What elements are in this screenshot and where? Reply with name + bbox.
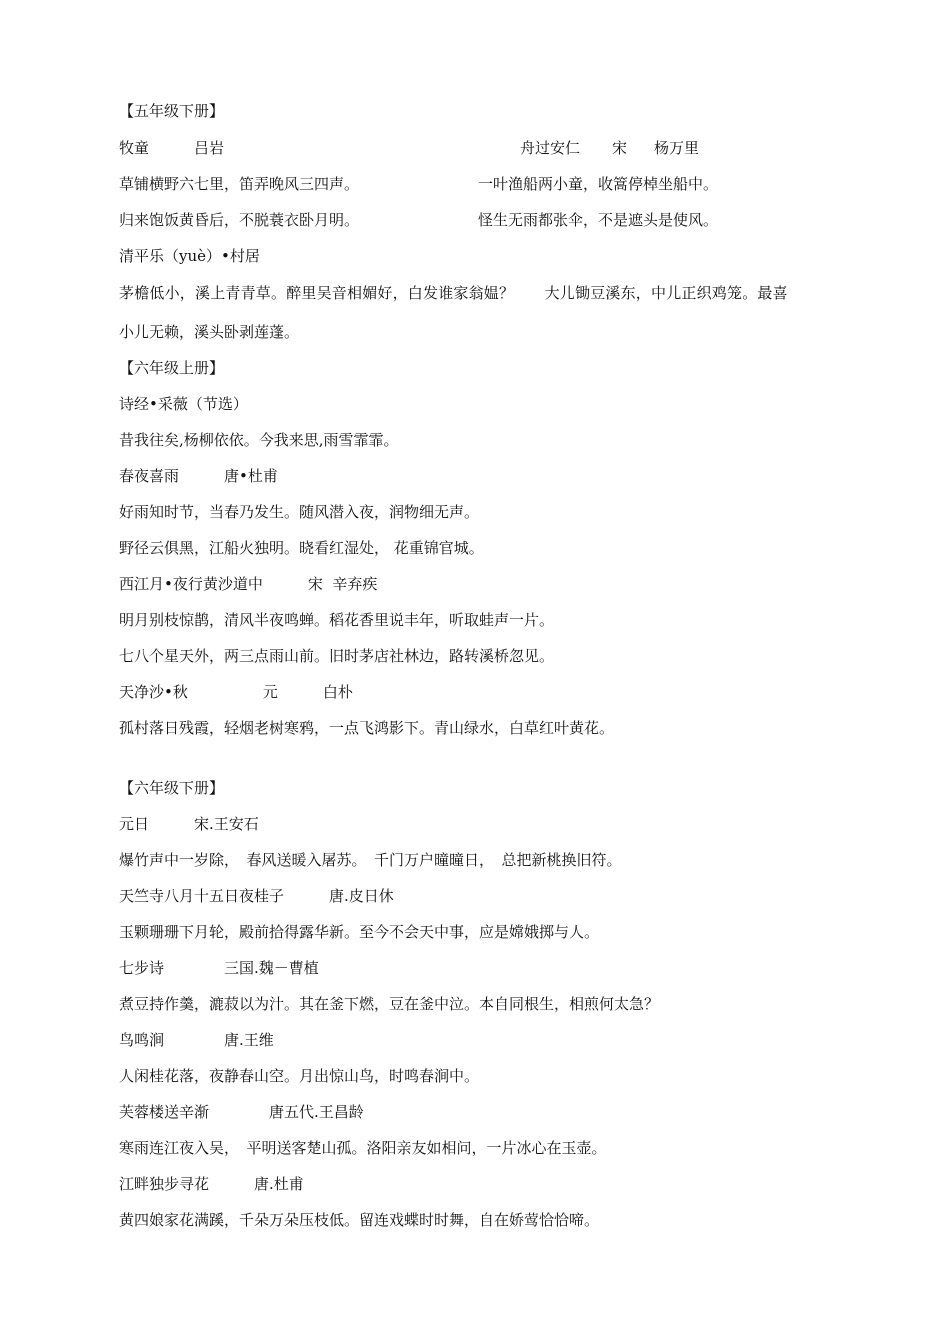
poem-title-furonglou: 芙蓉楼送辛渐 唐五代.王昌龄 <box>119 1103 364 1121</box>
poem-line-xijiangyue-2: 七八个星天外，两三点雨山前。旧时茅店社林边，路转溪桥忽见。 <box>119 647 555 665</box>
poem-line-tianzhusi-1: 玉颗珊珊下月轮，殿前拾得露华新。至今不会天中事，应是嫦娥掷与人。 <box>119 923 600 941</box>
section-heading-grade6-up: 【六年级上册】 <box>119 359 225 377</box>
poem-line-chunye-2: 野径云俱黑，江船火独明。晓看红湿处， 花重锦官城。 <box>119 539 484 557</box>
poem-title-jiangpan: 江畔独步寻花 唐.杜甫 <box>119 1175 304 1193</box>
poem-line-caiwei-1: 昔我往矣,杨柳依依。今我来思,雨雪霏霏。 <box>119 431 399 449</box>
poem-line-xijiangyue-1: 明月别枝惊鹊，清风半夜鸣蝉。稻花香里说丰年，听取蛙声一片。 <box>119 611 555 629</box>
poem-dynasty-zhouguo: 宋 <box>612 139 628 157</box>
poem-title-qibushi: 七步诗 三国.魏－曹植 <box>119 959 319 977</box>
poem-line-niaomingjian-1: 人闲桂花落，夜静春山空。月出惊山鸟，时鸣春涧中。 <box>119 1067 480 1085</box>
poem-line-tianjingsha-1: 孤村落日残霞，轻烟老树寒鸦，一点飞鸿影下。青山绿水，白草红叶黄花。 <box>119 719 615 737</box>
section-heading-grade5-down: 【五年级下册】 <box>119 102 225 120</box>
poem-title-caiwei: 诗经•采薇（节选） <box>119 395 248 413</box>
poem-title-tianzhusi: 天竺寺八月十五日夜桂子 唐.皮日休 <box>119 887 394 905</box>
poem-line-zhouguo-1: 一叶渔船两小童，收篙停棹坐船中。 <box>478 175 719 193</box>
poem-title-chunye: 春夜喜雨 唐•杜甫 <box>119 467 278 485</box>
poem-title-tianjingsha: 天净沙•秋 元 白朴 <box>119 683 353 701</box>
poem-title-xijiangyue: 西江月•夜行黄沙道中 宋 辛弃疾 <box>119 575 378 593</box>
poem-title-niaomingjian: 鸟鸣涧 唐.王维 <box>119 1031 274 1049</box>
poem-line-chunye-1: 好雨知时节，当春乃发生。随风潜入夜，润物细无声。 <box>119 503 480 521</box>
poem-line-qibushi-1: 煮豆持作羹，漉菽以为汁。其在釜下燃，豆在釜中泣。本自同根生，相煎何太急？ <box>119 995 660 1013</box>
poem-line-mutong-1: 草铺横野六七里，笛弄晚风三四声。 <box>119 175 360 193</box>
poem-title-mutong: 牧童 <box>119 139 150 157</box>
poem-author-mutong: 吕岩 <box>194 139 225 157</box>
poem-title-yuanri: 元日 宋.王安石 <box>119 815 259 833</box>
poem-line-qingpingyue-1: 茅檐低小，溪上青青草。醉里吴音相媚好，白发谁家翁媪？ 大儿锄豆溪东，中儿正织鸡笼。最喜 <box>119 284 788 302</box>
poem-title-zhouguo: 舟过安仁 <box>520 139 581 157</box>
poem-line-yuanri-1: 爆竹声中一岁除， 春风送暖入屠苏。 千门万户曈曈日， 总把新桃换旧符。 <box>119 851 622 869</box>
poem-title-qingpingyue: 清平乐（yuè）•村居 <box>119 247 260 265</box>
poem-line-qingpingyue-2: 小儿无赖，溪头卧剥莲蓬。 <box>119 323 300 341</box>
poem-line-furonglou-1: 寒雨连江夜入吴， 平明送客楚山孤。洛阳亲友如相问，一片冰心在玉壶。 <box>119 1139 607 1157</box>
poem-line-mutong-2: 归来饱饭黄昏后，不脱蓑衣卧月明。 <box>119 211 360 229</box>
poem-line-jiangpan-1: 黄四娘家花满蹊，千朵万朵压枝低。留连戏蝶时时舞，自在娇莺恰恰啼。 <box>119 1211 600 1229</box>
poem-line-zhouguo-2: 怪生无雨都张伞，不是遮头是使风。 <box>478 211 719 229</box>
poem-author-zhouguo: 杨万里 <box>654 139 700 157</box>
section-heading-grade6-down: 【六年级下册】 <box>119 779 225 797</box>
